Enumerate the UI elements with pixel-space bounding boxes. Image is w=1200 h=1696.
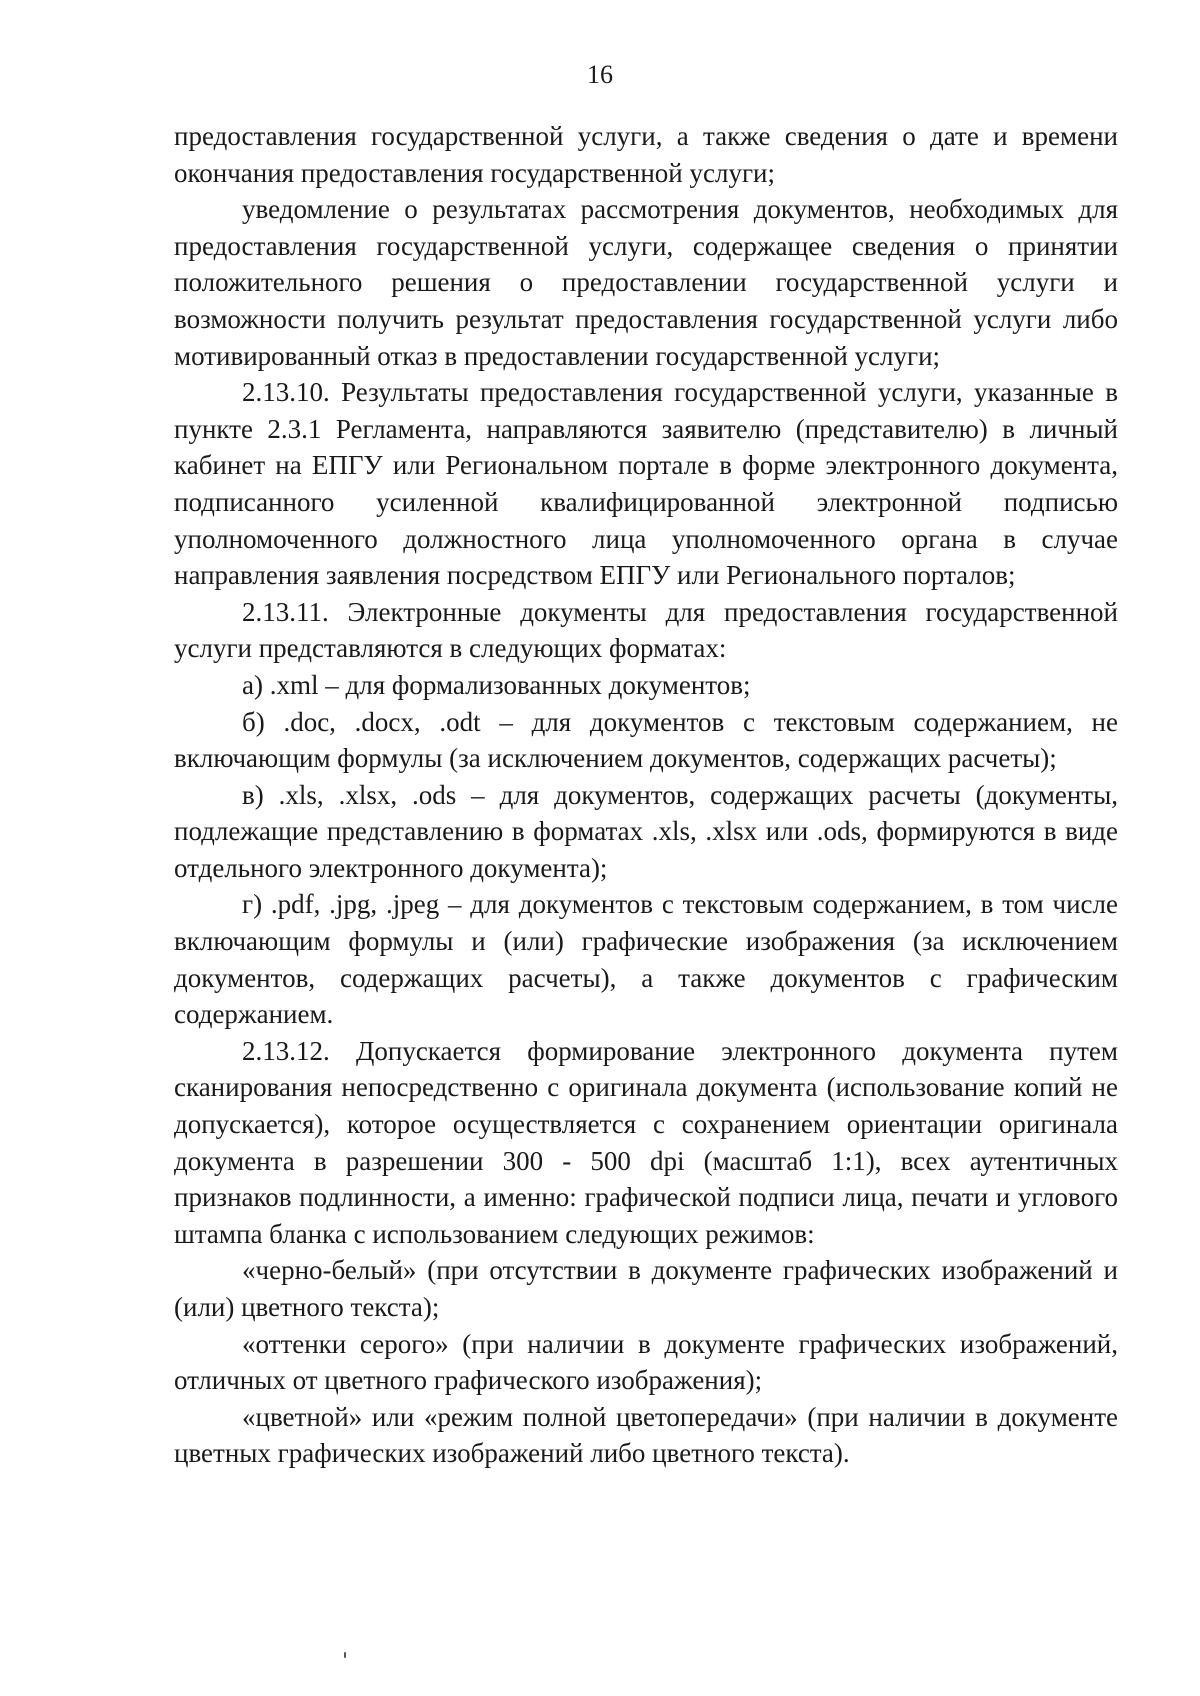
paragraph-service-completion: предоставления государственной услуги, а также сведения о дате и времени окончания предоставления государственной услуги; (174, 121, 1118, 188)
page-number: 16 (587, 60, 613, 89)
paragraph-review-notification: уведомление о результатах рассмотрения документов, необходимых для предоставления государственной услуги, содержащее сведения о принятии положительного решения о предоставлении государственной услуги и возможности получить результат предоставления государственной услуги либо мотивированный отказ в предоставлении государственной услуги; (174, 194, 1118, 371)
list-item-xls: в) .xls, .xlsx, .ods – для документов, содержащих расчеты (документы, подлежащие представлению в форматах .xls, .xlsx или .ods, формируются в виде отдельного электронного документа); (174, 779, 1118, 883)
mode-black-white: «черно-белый» (при отсутствии в документе графических изображений и (или) цветного текста); (174, 1255, 1118, 1322)
mode-color: «цветной» или «режим полной цветопередачи» (при наличии в документе цветных графических изображений либо цветного текста). (174, 1401, 1118, 1469)
scan-speck (344, 1652, 346, 1658)
paragraph-2-13-12: 2.13.12. Допускается формирование электронного документа путем сканирования непосредственно с оригинала документа (использование копий не допускается), которое осуществляется с сохранением ориентации оригинала документа в разрешении 300 - 500 dpi (масштаб 1:1), всех аутентичных признаков подлинности, а именно: графической подписи лица, печати и углового штампа бланка с использованием следующих режимов: (174, 1035, 1118, 1249)
paragraph-2-13-10: 2.13.10. Результаты предоставления государственной услуги, указанные в пункте 2.3.1 Регламента, направляются заявителю (представителю) в личный кабинет на ЕПГУ или Региональном портале в форме электронного документа, подписанного усиленной квалифицированной электронной подписью уполномоченного должностного лица уполномоченного органа в случае направления заявления посредством ЕПГУ или Регионального порталов; (174, 377, 1118, 591)
document-body (174, 118, 1118, 1472)
paragraph-2-13-11: 2.13.11. Электронные документы для предоставления государственной услуги представляются в следующих форматах: (174, 596, 1118, 664)
mode-grayscale: «оттенки серого» (при наличии в документе графических изображений, отличных от цветного графического изображения); (174, 1328, 1118, 1396)
list-item-doc: б) .doc, .docx, .odt – для документов с текстовым содержанием, не включающим формулы (за исключением документов, содержащих расчеты); (174, 706, 1118, 774)
list-item-xml: а) .xml – для формализованных документов; (242, 669, 751, 700)
list-item-pdf: г) .pdf, .jpg, .jpeg – для документов с текстовым содержанием, в том числе включающим формулы и (или) графические изображения (за исключением документов, содержащих расчеты), а также документов с графическим содержанием. (174, 889, 1118, 1030)
